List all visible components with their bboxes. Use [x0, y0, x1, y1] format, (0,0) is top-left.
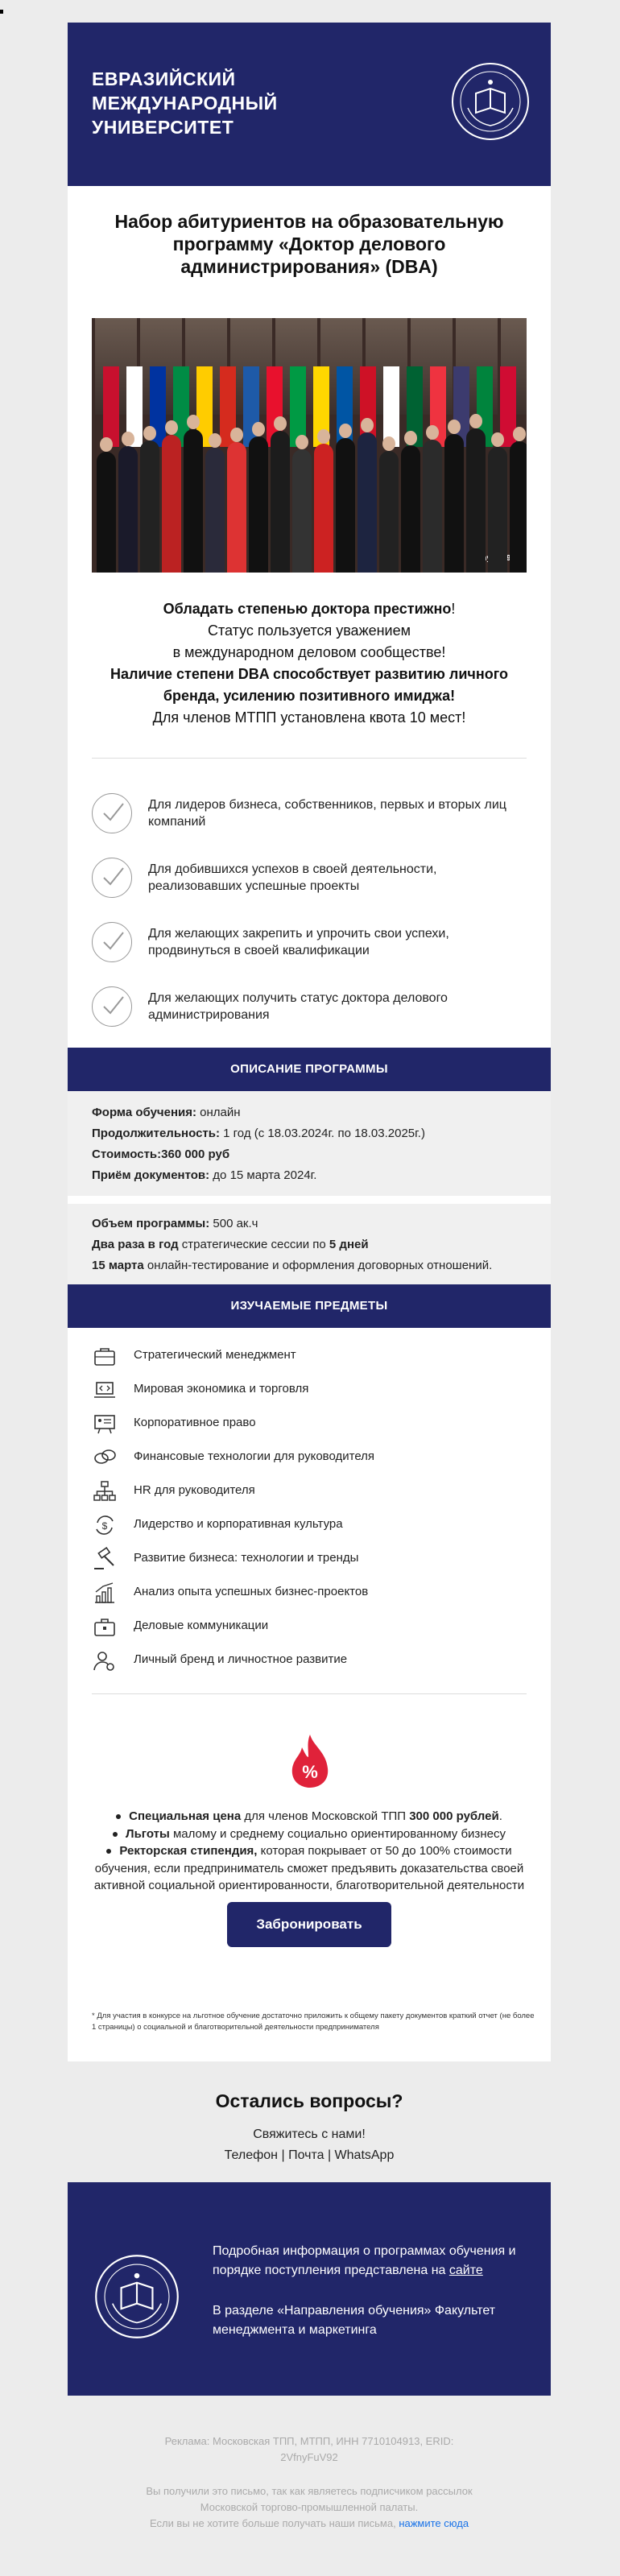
- university-seal-logo: [450, 61, 531, 142]
- subject-item: [92, 1547, 527, 1571]
- intro-line4: Наличие степени DBA способствует развитию личного бренда, усилению позитивного имиджа!: [110, 666, 508, 704]
- subject-label: Лидерство и корпоративная культура: [134, 1517, 343, 1531]
- person-figure: [466, 428, 486, 573]
- person-head: [252, 422, 265, 436]
- page-title: Набор абитуриентов на образовательную программу «Доктор делового администрирования» (DBA): [114, 211, 504, 277]
- benefit-text: Для лидеров бизнеса, собственников, первых и вторых лиц компаний: [148, 798, 506, 829]
- org-chart-icon: [92, 1479, 118, 1503]
- briefcase-icon: [92, 1344, 118, 1368]
- person-head: [296, 435, 308, 449]
- info-text: [213, 2242, 535, 2280]
- intro-line3: в международном деловом сообществе!: [172, 644, 446, 660]
- program-heading: ОПИСАНИЕ ПРОГРАММЫ: [68, 1048, 551, 1091]
- form-value: онлайн: [196, 1106, 241, 1119]
- check-circle-icon: [92, 986, 132, 1027]
- sessions-text: стратегические сессии по: [178, 1238, 329, 1251]
- subject-item: [92, 1513, 527, 1537]
- coins-icon: [92, 1445, 118, 1470]
- volume-label: Объем программы:: [92, 1217, 210, 1230]
- person-figure: [401, 445, 420, 573]
- person-head: [122, 432, 134, 446]
- program-description: [68, 1091, 551, 1284]
- intro-text: [84, 598, 535, 729]
- unsubscribe-text: Если вы не хотите больше получать наши письма,: [149, 2517, 399, 2529]
- cost-label: Стоимость:: [92, 1147, 162, 1161]
- subject-label: Стратегический менеджмент: [134, 1348, 296, 1362]
- person-head: [491, 432, 504, 447]
- person-figure: [336, 438, 355, 573]
- offer-end: .: [498, 1809, 502, 1823]
- subscription-note: [68, 2483, 551, 2532]
- offer-price: 300 000 рублей: [409, 1809, 499, 1823]
- offer-item: [92, 1842, 527, 1895]
- program-main-details: [92, 1102, 527, 1186]
- bullet-icon: [116, 1814, 121, 1819]
- subject-label: Анализ опыта успешных бизнес-проектов: [134, 1585, 369, 1598]
- person-head: [513, 427, 526, 441]
- person-head: [448, 420, 461, 434]
- subject-item: [92, 1648, 527, 1673]
- intro-line1-end: !: [451, 601, 456, 617]
- person-figure: [292, 449, 312, 573]
- user-gear-icon: [92, 1648, 118, 1673]
- bullet-icon: [106, 1849, 111, 1854]
- footnote: * Для участия в конкурсе на льготное обучение достаточно приложить к общему пакету документов краткий отчет (не более 1 страницы) о социальной и благотворительной деятельности предпринимателя: [92, 2012, 535, 2032]
- unsubscribe-link[interactable]: нажмите сюда: [399, 2517, 469, 2529]
- person-head: [361, 418, 374, 432]
- person-figure: [379, 451, 399, 573]
- person-head: [230, 428, 243, 442]
- intro-line5: Для членов МТПП установлена квота 10 мест!: [152, 709, 466, 726]
- person-figure: [271, 431, 290, 573]
- volume-value: 500 ак.ч: [209, 1217, 258, 1230]
- group-photo: [92, 318, 527, 573]
- subject-label: Развитие бизнеса: технологии и тренды: [134, 1551, 359, 1565]
- separator: [68, 1196, 551, 1204]
- header-banner: [68, 23, 551, 186]
- person-figure: [205, 448, 225, 573]
- sessions-days: 5 дней: [329, 1238, 369, 1251]
- benefit-item: [92, 986, 527, 1032]
- intake-value: до 15 марта 2024г.: [209, 1168, 317, 1182]
- person-figure: [140, 440, 159, 573]
- laptop-code-icon: [92, 1378, 118, 1402]
- person-figure: [444, 434, 464, 573]
- offer-text: малому и среднему социально ориентированному бизнесу: [169, 1826, 506, 1841]
- offer-bold: Ректорская стипендия,: [119, 1844, 258, 1858]
- person-head: [426, 425, 439, 440]
- questions-title: Остались вопросы?: [215, 2090, 403, 2111]
- benefit-text: Для желающих закрепить и упрочить свои успехи, продвинуться в своей квалификации: [148, 927, 449, 957]
- person-head: [469, 414, 482, 428]
- person-head: [404, 431, 417, 445]
- person-figure: [162, 435, 181, 573]
- march-text: онлайн-тестирование и оформления договорных отношений.: [143, 1259, 493, 1272]
- person-figure: [249, 436, 268, 573]
- faculty-text: В разделе «Направления обучения» Факультет менеджмента и маркетинга: [213, 2304, 496, 2337]
- ad-disclaimer: Реклама: Московская ТПП, МТПП, ИНН 7710104913, ERID: 2VfnyFuV92: [164, 2435, 454, 2463]
- intake-label: Приём документов:: [92, 1168, 210, 1182]
- benefit-item: [92, 922, 527, 967]
- info-start: Подробная информация о программах обучения и порядке поступления представлена на: [213, 2244, 516, 2277]
- person-figure: [358, 432, 377, 573]
- person-head: [274, 416, 287, 431]
- svg-text:$: $: [101, 1520, 108, 1532]
- check-circle-icon: [92, 793, 132, 833]
- subscribed-text: Вы получили это письмо, так как являетесь подписчиком рассылок Московской торгово-промышленной палаты.: [146, 2485, 473, 2513]
- person-figure: [510, 441, 527, 573]
- svg-text:%: %: [302, 1762, 318, 1782]
- university-name: ЕВРАЗИЙСКИЙ МЕЖДУНАРОДНЫЙ УНИВЕРСИТЕТ: [92, 68, 278, 138]
- subject-label: HR для руководителя: [134, 1483, 255, 1497]
- person-head: [187, 415, 200, 429]
- subjects-heading: ИЗУЧАЕМЫЕ ПРЕДМЕТЫ: [68, 1284, 551, 1328]
- subject-label: Деловые коммуникации: [134, 1619, 269, 1632]
- offer-bold: Льготы: [126, 1826, 170, 1841]
- subject-label: Личный бренд и личностное развитие: [134, 1652, 348, 1666]
- subject-label: Финансовые технологии для руководителя: [134, 1449, 375, 1463]
- check-circle-icon: [92, 922, 132, 962]
- offer-item: [92, 1808, 527, 1826]
- bottom-banner: [68, 2182, 551, 2396]
- subject-item: [92, 1378, 527, 1402]
- offers-list: [92, 1808, 527, 1895]
- benefit-item: [92, 858, 527, 903]
- presentation-icon: [92, 1412, 118, 1436]
- gavel-icon: [92, 1547, 118, 1571]
- flag: [103, 366, 119, 447]
- march-bold: 15 марта: [92, 1259, 144, 1272]
- person-head: [100, 437, 113, 452]
- benefit-item: [92, 793, 527, 838]
- person-head: [209, 433, 221, 448]
- intro-line1: Обладать степенью доктора престижно: [163, 601, 452, 617]
- divider: [92, 758, 527, 759]
- person-figure: [97, 452, 116, 573]
- subject-item: [92, 1412, 527, 1436]
- duration-label: Продолжительность:: [92, 1127, 220, 1140]
- questions-section: [68, 2061, 551, 2182]
- duration-value: 1 год (с 18.03.2024г. по 18.03.2025г.): [219, 1127, 425, 1140]
- discount-fire-icon: [289, 1733, 331, 1789]
- person-figure: [423, 440, 442, 573]
- person-figure: [227, 442, 246, 573]
- subject-item: [92, 1615, 527, 1639]
- person-head: [339, 424, 352, 438]
- person-head: [382, 436, 395, 451]
- hero-section: [68, 186, 551, 1048]
- subject-item: [92, 1445, 527, 1470]
- divider: [92, 1693, 527, 1694]
- book-button[interactable]: Забронировать: [227, 1902, 391, 1947]
- site-link[interactable]: сайте: [448, 2264, 483, 2277]
- case-icon: [92, 1615, 118, 1639]
- person-head: [317, 429, 330, 444]
- cycle-dollar-icon: [92, 1513, 118, 1537]
- contact-channels[interactable]: Телефон | Почта | WhatsApp: [224, 2148, 395, 2162]
- offer-text: которая покрывает от 50 до 100% стоимости обучения, если предприниматель сможет предъявить доказательства своей активной социальной ориентированности, благотворительной деятельности: [93, 1844, 525, 1892]
- person-head: [165, 420, 178, 435]
- sessions-bold: Два раза в год: [92, 1238, 179, 1251]
- person-head: [143, 426, 156, 440]
- benefit-text: Для добившихся успехов в своей деятельности, реализовавших успешные проекты: [148, 862, 437, 893]
- offer-item: [92, 1826, 527, 1843]
- corner-mark: [0, 10, 3, 14]
- subject-item: [92, 1344, 527, 1368]
- bullet-icon: [113, 1832, 118, 1837]
- subject-item: [92, 1581, 527, 1605]
- cost-value: 360 000 руб: [161, 1147, 230, 1161]
- subject-label: Мировая экономика и торговля: [134, 1382, 309, 1396]
- flag: [383, 366, 399, 447]
- growth-chart-icon: [92, 1581, 118, 1605]
- benefit-text: Для желающих получить статус доктора делового администрирования: [148, 991, 448, 1022]
- offer-bold: Специальная цена: [129, 1809, 242, 1823]
- form-label: Форма обучения:: [92, 1106, 196, 1119]
- subjects-section: [68, 1328, 551, 1851]
- subject-label: Корпоративное право: [134, 1416, 256, 1429]
- university-seal-logo: [93, 2253, 180, 2340]
- offer-text: для членов Московской ТПП: [241, 1809, 410, 1823]
- check-circle-icon: [92, 858, 132, 898]
- person-figure: [488, 447, 507, 573]
- subject-item: [92, 1479, 527, 1503]
- person-figure: [118, 446, 138, 573]
- intro-line2: Статус пользуется уважением: [208, 622, 411, 639]
- contact-prompt: Свяжитесь с нами!: [253, 2127, 366, 2141]
- person-figure: [184, 429, 203, 573]
- program-schedule: [92, 1214, 527, 1276]
- person-figure: [314, 444, 333, 573]
